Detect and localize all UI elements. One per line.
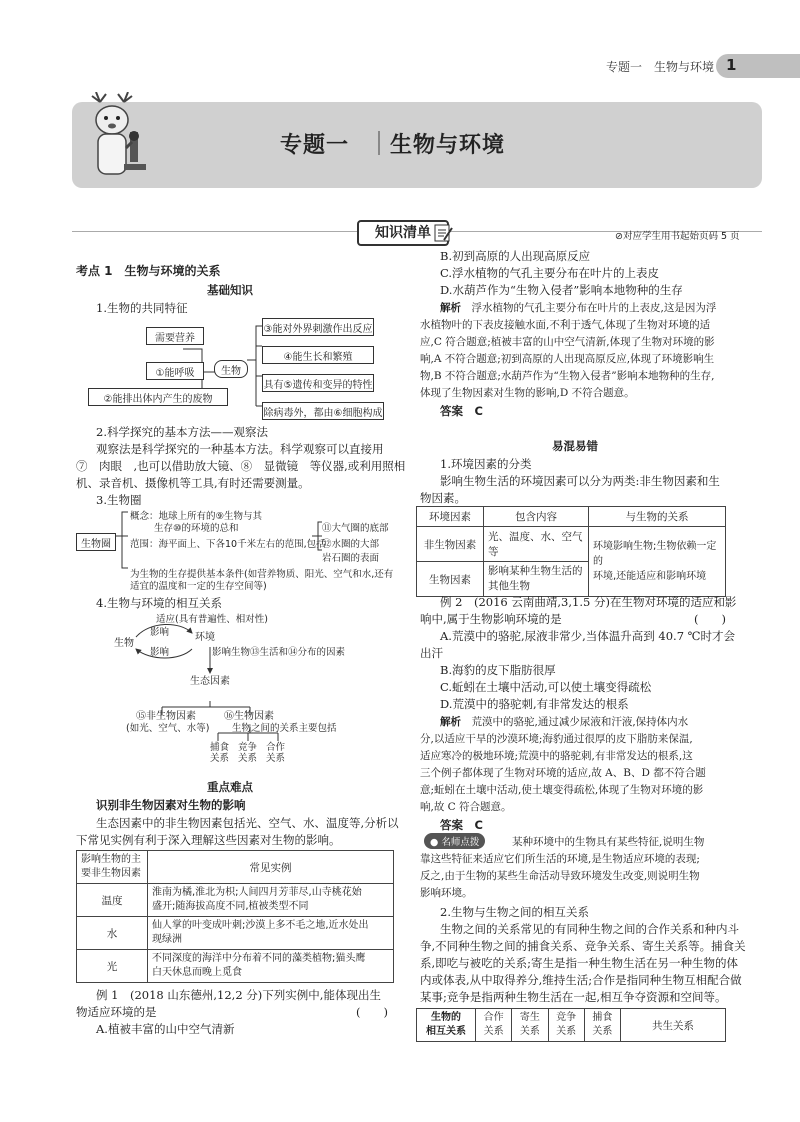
biosphere-concept-1: 概念：地球上所有的⑨生物与其 xyxy=(130,511,263,522)
analysis-2-line-1: 解析 荒漠中的骆驼,通过减少尿液和汗液,保持体内水 xyxy=(440,716,689,728)
confusion-heading: 易混易错 xyxy=(552,439,598,453)
feature-growth: ④能生长和繁殖 xyxy=(262,346,374,364)
organism-label: 生物 xyxy=(114,638,134,649)
check-icon: ⊘ xyxy=(615,231,623,242)
notepad-icon xyxy=(432,222,454,244)
table2-header-relation: 与生物的关系 xyxy=(589,507,726,527)
relations-subheading: 2.生物与生物之间的相互关系 xyxy=(440,905,589,919)
analysis-2-line-3: 适应寒冷的极地环境;荒漠中的骆驼刺,有非常发达的根系,这 xyxy=(420,750,693,762)
table3-parasitism: 寄生 关系 xyxy=(512,1009,548,1042)
table1-row-temp: 温度 xyxy=(77,884,148,917)
biosphere-conditions-2: 适宜的温度和一定的生存空间等) xyxy=(130,581,267,592)
organism-center: 生物 xyxy=(214,360,248,378)
subsection-4: 4.生物与环境的相互关系 xyxy=(96,596,222,610)
header-section: 专题一 生物与环境 xyxy=(605,60,714,74)
subsection-3: 3.生物圈 xyxy=(96,493,142,507)
range-atmosphere: ⑪大气圈的底部 xyxy=(322,523,389,534)
relations-text-5: 某事;竞争是指两种生物生活在一起,相互争夺资源和空间等。 xyxy=(420,990,727,1004)
analysis-1-line-1: 解析 浮水植物的气孔主要分布在叶片的上表皮,这是因为浮 xyxy=(440,302,717,314)
table1-row-light: 光 xyxy=(77,950,148,983)
table2-abiotic-content: 光、温度、水、空气等 xyxy=(484,527,589,562)
feature-nutrition: 需要营养 xyxy=(146,327,204,345)
biosphere-box: 生物圈 xyxy=(76,533,116,551)
biosphere-range: 范围：海平面上、下各10千米左右的范围,包括 xyxy=(130,539,326,550)
table1-row-water: 水 xyxy=(77,917,148,950)
tip-line-2: 靠这些特征来适应它们所生活的环境,是生物适应环境的表现; xyxy=(420,853,700,865)
example-1-option-c: C.浮水植物的气孔主要分布在叶片的上表皮 xyxy=(440,266,660,280)
chapter-title: 生物与环境 xyxy=(390,133,506,158)
feature-cells: 除病毒外，都由⑥细胞构成 xyxy=(262,402,384,420)
table2-biotic: 生物因素 xyxy=(417,562,484,597)
table1-row-water-ex: 仙人掌的叶变成叶刺;沙漠上多不毛之地,近水处出 现绿洲 xyxy=(148,917,394,950)
example-1-line-1: 例 1 (2018 山东德州,12,2 分)下列实例中,能体现出生 xyxy=(96,988,381,1002)
analysis-1-line-2: 水植物叶的下表皮接触水面,不利于透气,体现了生物对环境的适 xyxy=(420,319,711,331)
relations-text-1: 生物之间的关系常见的有同种生物之间的合作关系和种内斗 xyxy=(440,922,739,936)
example-2-option-c: C.蚯蚓在土壤中活动,可以使土壤变得疏松 xyxy=(440,680,652,694)
page-number: 1 xyxy=(726,56,737,74)
relations-text-3: 系,即吃与被吃的关系;寄生是指一种生物生活在另一种生物的体 xyxy=(420,956,739,970)
biosphere-concept-2: 生存⑩的环境的总和 xyxy=(154,523,239,534)
mascot-deer-microscope-icon xyxy=(80,92,160,192)
feature-response: ③能对外界刺激作出反应 xyxy=(262,318,374,336)
teacher-tip-badge: ● 名师点拨 xyxy=(424,833,485,849)
key-points-subheading: 识别非生物因素对生物的影响 xyxy=(96,798,246,812)
env-factor-subheading: 1.环境因素的分类 xyxy=(440,457,532,471)
example-2-paren: ( ) xyxy=(694,612,726,626)
range-lithosphere: 岩石圈的表面 xyxy=(322,553,380,564)
feature-heredity: 具有⑤遗传和变异的特性 xyxy=(262,374,374,392)
feature-excretion: ②能排出体内产生的废物 xyxy=(88,388,228,406)
example-1-option-b: B.初到高原的人出现高原反应 xyxy=(440,249,591,263)
relations-label: 生物之间的关系主要包括 xyxy=(232,723,337,734)
analysis-2-line-6: 响,故 C 符合题意。 xyxy=(420,801,512,813)
environment-label: 环境 xyxy=(195,632,215,643)
relations-text-2: 争,不同种生物之间的捕食关系、竞争关系、寄生关系等。捕食关 xyxy=(420,939,746,953)
table1-row-temp-ex: 淮南为橘,淮北为枳;人间四月芳菲尽,山寺桃花始 盛开;随海拔高度不同,植被类型不同 xyxy=(148,884,394,917)
example-2-option-a-1: A.荒漠中的骆驼,尿液非常少,当体温升高到 40.7 ℃时才会 xyxy=(440,629,736,643)
answer-1: 答案 C xyxy=(440,404,483,418)
table3-header: 生物的 相互关系 xyxy=(417,1009,476,1042)
table2-abiotic: 非生物因素 xyxy=(417,527,484,562)
table2-biotic-content: 影响某种生物生活的 其他生物 xyxy=(484,562,589,597)
table1-header-examples: 常见实例 xyxy=(148,851,394,884)
table2-header-content: 包含内容 xyxy=(484,507,589,527)
subsection-2: 2.科学探究的基本方法——观察法 xyxy=(96,425,268,439)
table3-cooperation: 合作 关系 xyxy=(476,1009,512,1042)
env-factor-text-1: 影响生物生活的环境因素可以分为两类:非生物因素和生 xyxy=(440,474,720,488)
chapter-title-number: 专题一 xyxy=(280,133,350,158)
analysis-1-line-6: 体现了生物因素对生物的影响,D 不符合题意。 xyxy=(420,387,635,399)
answer-2: 答案 C xyxy=(440,818,483,832)
example-1-option-d: D.水葫芦作为“生物入侵者”影响本地物种的生存 xyxy=(440,283,683,297)
kaodian-title: 考点 1 生物与环境的关系 xyxy=(76,264,221,278)
example-1-option-a: A.植被丰富的山中空气清新 xyxy=(96,1022,235,1036)
example-2-option-d: D.荒漠中的骆驼刺,有非常发达的根系 xyxy=(440,697,629,711)
factors-label: 影响生物⑬生活和⑭分布的因素 xyxy=(212,647,346,658)
analysis-2-line-4: 三个例子都体现了生物对环境的适应,故 A、B、D 都不符合题 xyxy=(420,767,706,779)
table3-symbiosis: 共生关系 xyxy=(621,1009,726,1042)
knowledge-list-tag: 知识清单 xyxy=(357,220,449,246)
observation-text-1: 观察法是科学探究的一种基本方法。科学观察可以直接用 xyxy=(96,442,384,456)
observation-text-3: 机、录音机、摄像机等工具,有时还需要测量。 xyxy=(76,476,310,490)
relation-cooperation: 合作 关系 xyxy=(266,742,286,764)
example-2-option-b: B.海豹的皮下脂肪很厚 xyxy=(440,663,556,677)
subsection-1: 1.生物的共同特征 xyxy=(96,301,188,315)
ecological-factors: 生态因素 xyxy=(190,676,230,687)
example-2-line-2: 响中,属于生物影响环境的是 xyxy=(420,612,562,626)
table2-relation: 环境影响生物;生物依赖一定的 环境,还能适应和影响环境 xyxy=(589,527,726,597)
observation-text-2: ⑦ 肉眼 ,也可以借助放大镜、⑧ 显微镜 等仪器,或利用照相 xyxy=(76,459,406,473)
lightbulb-icon: ● xyxy=(430,837,439,848)
example-2-line-1: 例 2 (2016 云南曲靖,3,1.5 分)在生物对环境的适应和影 xyxy=(440,595,737,609)
relations-text-4: 内或体表,从中取得养分,维持生活;合作是指同种生物互相配合做 xyxy=(420,973,742,987)
abiotic-factor-table xyxy=(76,850,394,983)
example-1-paren: ( ) xyxy=(356,1005,388,1019)
analysis-1-line-4: 响,A 不符合题意;初到高原的人出现高原反应,体现了环境影响生 xyxy=(420,353,715,365)
table3-competition: 竞争 关系 xyxy=(548,1009,584,1042)
abiotic-factors: ⑮非生物因素 xyxy=(136,711,196,722)
env-factor-text-2: 物因素。 xyxy=(420,491,466,505)
feature-breathing: ①能呼吸 xyxy=(146,362,204,380)
tip-line-1: 某种环境中的生物具有某些特征,说明生物 xyxy=(512,836,705,848)
tip-line-3: 反之,由于生物的某些生命活动导致环境发生改变,则说明生物 xyxy=(420,870,700,882)
relation-competition: 竞争 关系 xyxy=(238,742,258,764)
range-hydrosphere: ⑫水圈的大部 xyxy=(322,539,380,550)
basic-knowledge-heading: 基础知识 xyxy=(207,283,253,297)
env-factor-table xyxy=(416,506,726,597)
table1-header-factor: 影响生物的主 要非生物因素 xyxy=(77,851,148,884)
example-2-option-a-2: 出汗 xyxy=(420,646,443,660)
analysis-1-line-3: 应,C 符合题意;植被丰富的山中空气清新,体现了生物对环境的影 xyxy=(420,336,715,348)
key-points-text-1: 生态因素中的非生物因素包括光、空气、水、温度等,分析以 xyxy=(96,816,399,830)
biotic-factors: ⑯生物因素 xyxy=(224,711,274,722)
influence-label-2: 影响 xyxy=(150,647,170,658)
title-separator xyxy=(378,131,380,155)
example-1-line-2: 物适应环境的是 xyxy=(76,1005,157,1019)
analysis-2-line-5: 意;蚯蚓在土壤中活动,使土壤变得疏松,体现了生物对环境的影 xyxy=(420,784,704,796)
key-points-text-2: 下常见实例有利于深入理解这些因素对生物的影响。 xyxy=(76,833,341,847)
page-ref-note: ⊘对应学生用书起始页码 5 页 xyxy=(615,231,740,242)
table2-header-factor: 环境因素 xyxy=(417,507,484,527)
tip-line-4: 影响环境。 xyxy=(420,887,473,899)
relations-table xyxy=(416,1008,726,1042)
key-points-heading: 重点难点 xyxy=(207,780,253,794)
relation-predation: 捕食 关系 xyxy=(210,742,230,764)
analysis-2-line-2: 分,以适应干旱的沙漠环境;海豹通过很厚的皮下脂肪来保温, xyxy=(420,733,693,745)
abiotic-examples: (如光、空气、水等) xyxy=(126,723,210,734)
table1-row-light-ex: 不同深度的海洋中分布着不同的藻类植物;猫头鹰 白天休息而晚上觅食 xyxy=(148,950,394,983)
influence-label-1: 影响 xyxy=(150,627,170,638)
table3-predation: 捕食 关系 xyxy=(584,1009,620,1042)
adaptation-label: 适应(具有普遍性、相对性) xyxy=(156,614,268,625)
analysis-1-line-5: 物,B 不符合题意;水葫芦作为“生物入侵者”影响本地物种的生存, xyxy=(420,370,715,382)
biosphere-conditions-1: 为生物的生存提供基本条件(如营养物质、阳光、空气和水,还有 xyxy=(130,569,394,580)
